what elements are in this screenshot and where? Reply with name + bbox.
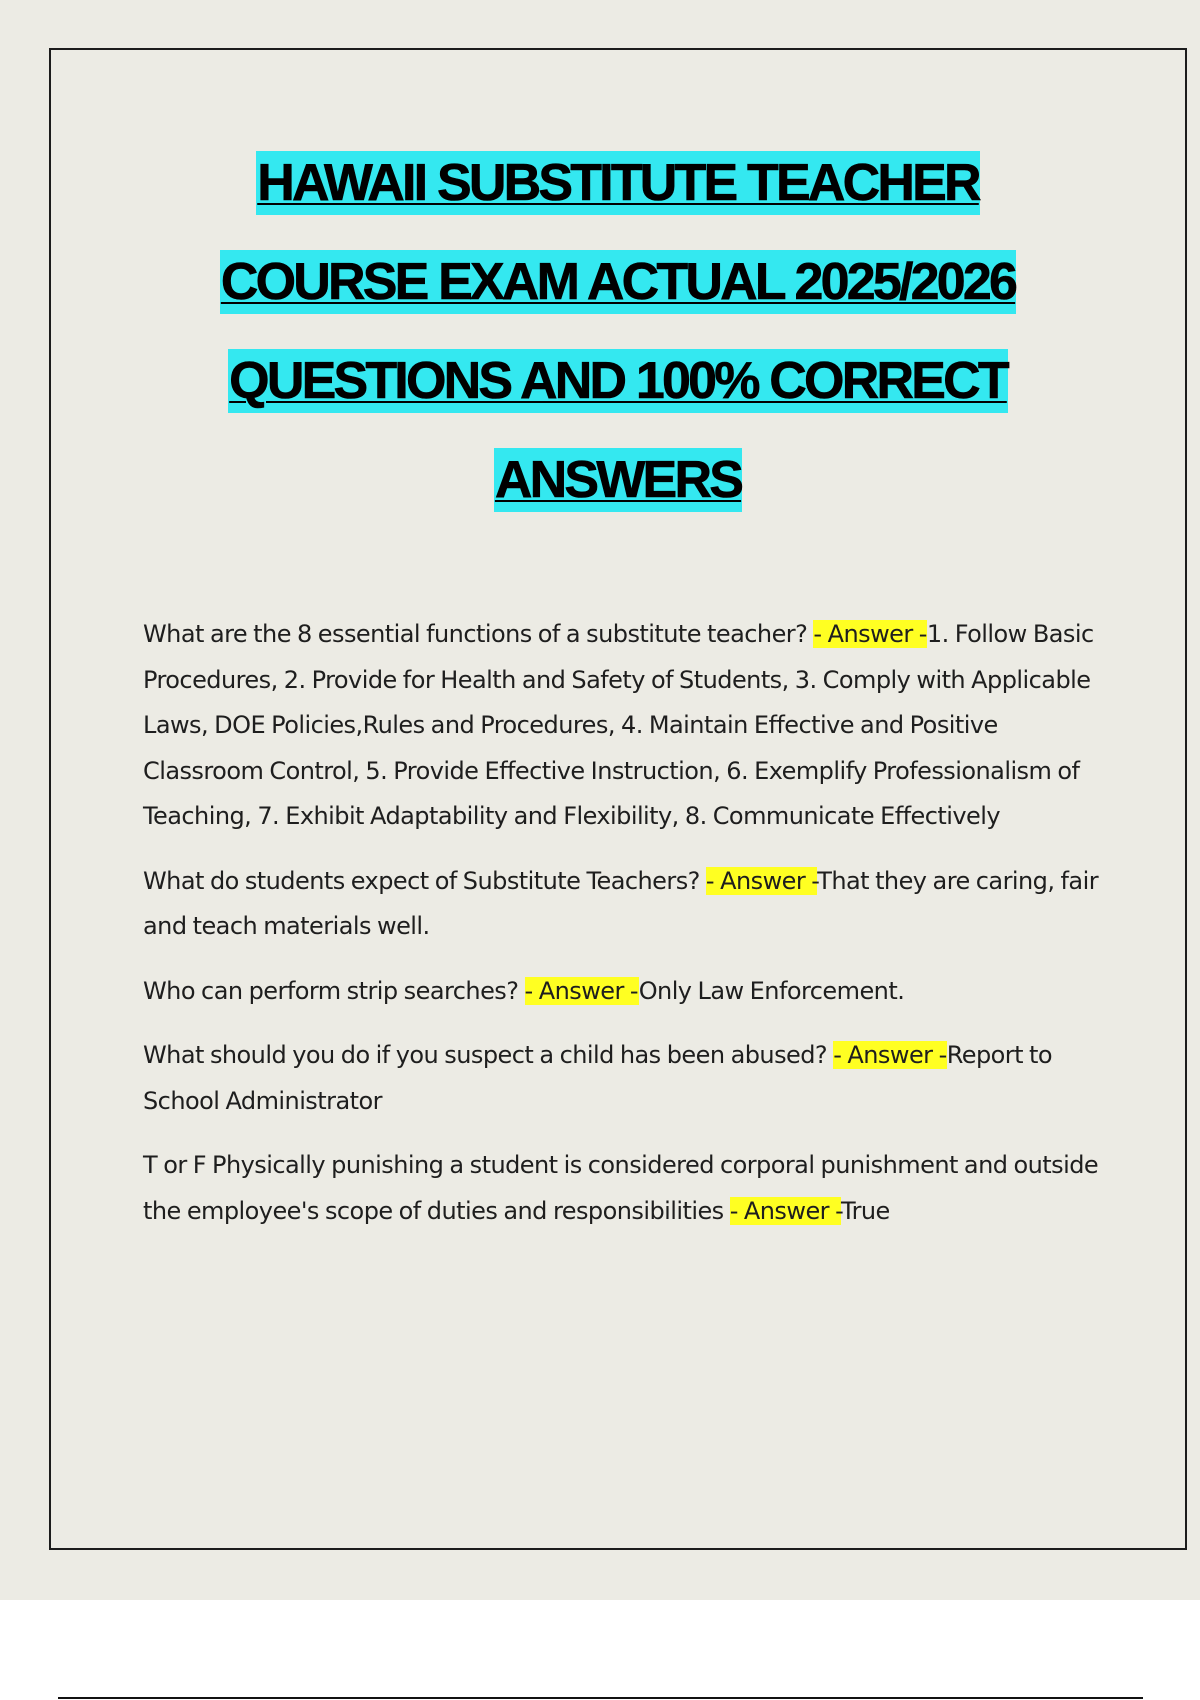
answer-label: - Answer - [833, 1041, 947, 1069]
title-line [51, 245, 1185, 344]
question-text: What are the 8 essential functions of a substitute teacher? [143, 620, 814, 648]
question-text: Who can perform strip searches? [143, 976, 525, 1005]
qa-item [143, 969, 1103, 1015]
question-text: What should you do if you suspect a child has been abused? [143, 1041, 834, 1069]
bottom-divider [58, 1697, 1143, 1699]
qa-item [143, 1033, 1103, 1124]
title-line [51, 146, 1185, 245]
qa-item [143, 859, 1103, 950]
answer-text: Report to School Administrator [143, 1041, 1053, 1115]
answer-label: - Answer - [705, 866, 818, 895]
question-answer-list [143, 612, 1103, 1253]
question-text: What do students expect of Substitute Teachers? [143, 866, 706, 895]
title-line-text: HAWAII SUBSTITUTE TEACHER [256, 151, 980, 215]
title-line-text: QUESTIONS AND 100% CORRECT [228, 349, 1008, 413]
title-line [51, 344, 1185, 443]
answer-text: 1. Follow Basic Procedures, 2. Provide for Health and Safety of Students, 3. Comply with Applicable Laws, DOE Policies,Rules and Procedures, 4. Maintain Effective and Positive Classroom Control, 5. Provide Effective Instruction, 6. Exemplify Professionalism of Teaching, 7. Exhibit Adaptability and Flexibility, 8. Communicate Effectively [143, 620, 1094, 830]
qa-item [143, 612, 1103, 840]
answer-label: - Answer - [729, 1196, 841, 1225]
answer-text: Only Law Enforcement. [638, 976, 905, 1005]
answer-label: - Answer - [813, 620, 927, 648]
title-line-text: COURSE EXAM ACTUAL 2025/2026 [220, 250, 1016, 314]
qa-item [143, 1143, 1103, 1234]
answer-label: - Answer - [524, 976, 639, 1005]
title-line-text: ANSWERS [494, 448, 742, 512]
title-line [51, 443, 1185, 542]
document-title [51, 146, 1185, 542]
answer-text: True [841, 1196, 890, 1225]
question-text: T or F Physically punishing a student is considered corporal punishment and outside the employee's scope of duties and responsibilities [143, 1151, 1099, 1225]
answer-text: That they are caring, fair and teach materials well. [143, 866, 1099, 940]
